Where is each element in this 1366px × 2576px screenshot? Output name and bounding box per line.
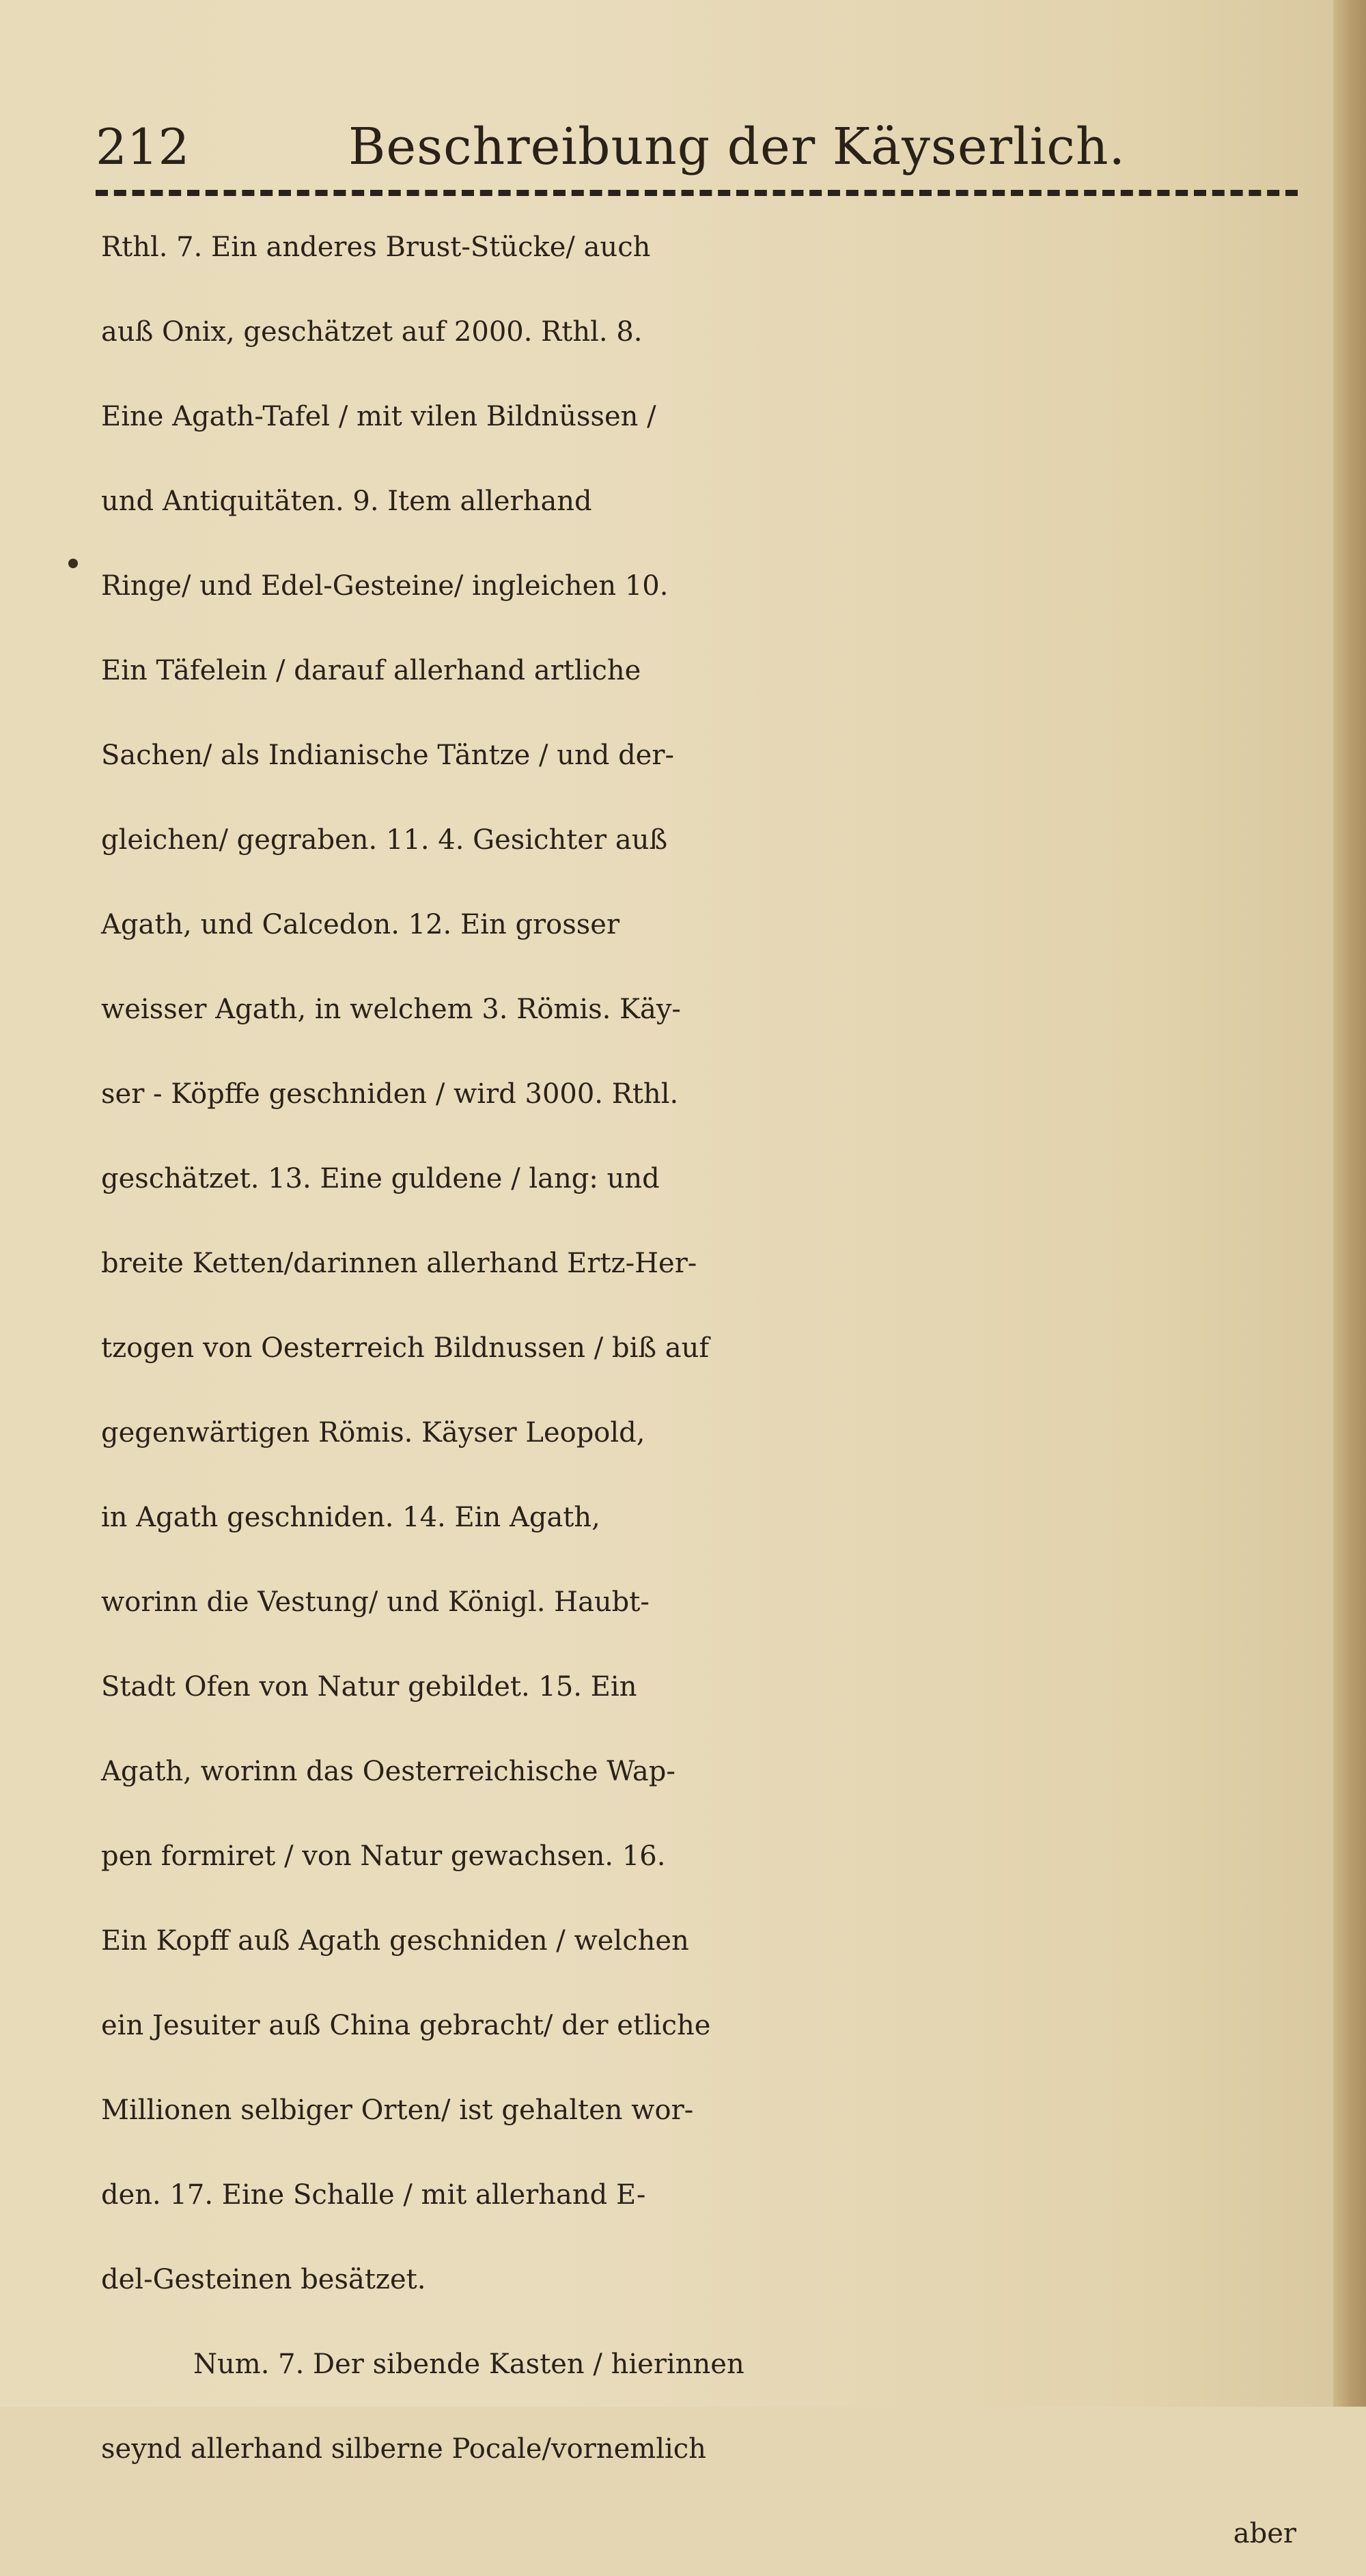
catchword: aber [1233,2518,1296,2549]
text-line: auß Onix, geschätzet auf 2000. Rthl. 8. [101,316,643,348]
text-line: Ringe/ und Edel-Gesteine/ ingleichen 10. [101,570,669,602]
text-line: Millionen selbiger Orten/ ist gehalten wor- [101,2095,694,2126]
page-number: 212 [96,118,190,176]
text-line: in Agath geschniden. 14. Ein Agath, [101,1502,600,1533]
text-line: tzogen von Oesterreich Bildnussen / biß auf [101,1332,710,1364]
text-line: geschätzet. 13. Eine guldene / lang: und [101,1163,660,1194]
text-line: Ein Täfelein / darauf allerhand artliche [101,655,641,686]
paragraph-start-line: Num. 7. Der sibende Kasten / hierinnen [193,2349,744,2380]
text-line: Eine Agath-Tafel / mit vilen Bildnüssen / [101,401,656,432]
text-line: Sachen/ als Indianische Täntze / und der- [101,740,674,771]
text-line: weisser Agath, in welchem 3. Römis. Käy- [101,994,681,1025]
running-title: Beschreibung der Käyserlich. [348,117,1126,176]
text-line: Stadt Ofen von Natur gebildet. 15. Ein [101,1671,637,1703]
text-line: del-Gesteinen besätzet. [101,2264,426,2295]
text-line: gegenwärtigen Römis. Käyser Leopold, [101,1417,645,1448]
text-line: seynd allerhand silberne Pocale/vornemlich [101,2433,706,2465]
page-gutter [1333,0,1366,2407]
header-rule [96,190,1298,196]
text-line: worinn die Vestung/ und Königl. Haubt- [101,1586,650,1618]
text-line: breite Ketten/darinnen allerhand Ertz-Her- [101,1248,697,1279]
text-line: den. 17. Eine Schalle / mit allerhand E- [101,2179,646,2211]
margin-dot-mark [68,559,78,568]
text-line: ein Jesuiter auß China gebracht/ der etliche [101,2010,711,2041]
body-text [101,205,1310,2576]
text-line: pen formiret / von Natur gewachsen. 16. [101,1840,666,1872]
page-header [96,116,1298,178]
text-line: gleichen/ gegraben. 11. 4. Gesichter auß [101,824,668,856]
text-line: und Antiquitäten. 9. Item allerhand [101,486,592,517]
text-line: Rthl. 7. Ein anderes Brust-Stücke/ auch [101,232,651,263]
text-line: Agath, worinn das Oesterreichische Wap- [101,1756,675,1787]
text-line: Agath, und Calcedon. 12. Ein grosser [101,909,620,940]
text-line: ser - Köpffe geschniden / wird 3000. Rthl. [101,1078,679,1110]
text-line: Ein Kopff auß Agath geschniden / welchen [101,1925,689,1957]
